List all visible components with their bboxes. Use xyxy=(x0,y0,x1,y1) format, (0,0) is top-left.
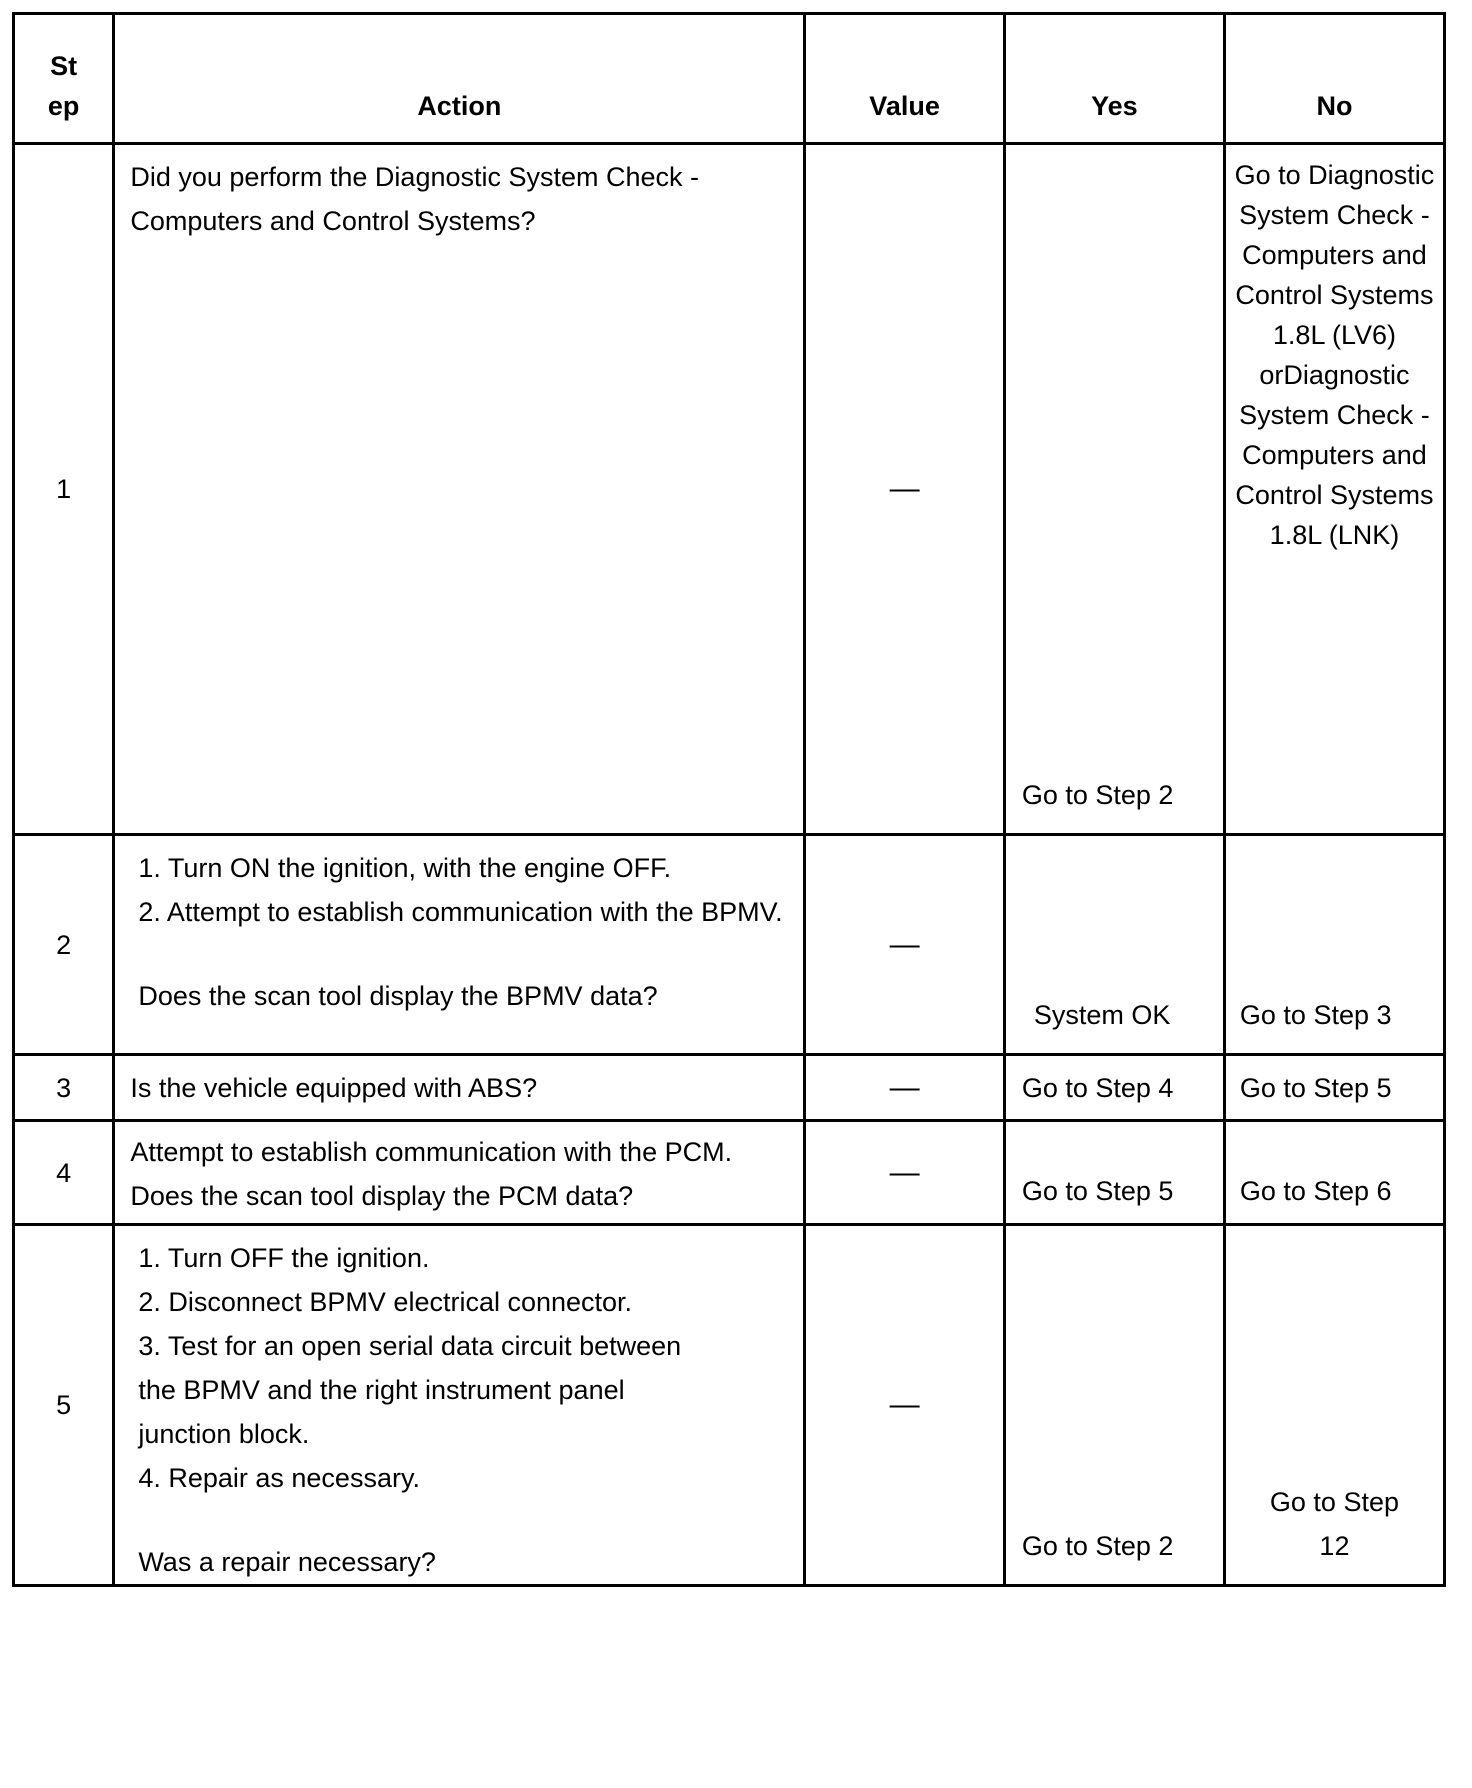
diagnostic-table xyxy=(12,12,1446,1587)
header-yes: Yes xyxy=(1004,14,1224,144)
header-no: No xyxy=(1224,14,1444,144)
action-text: Did you perform the Diagnostic System Check - Computers and Control Systems? xyxy=(130,162,700,236)
table-row xyxy=(14,835,1445,1055)
action-item: 3. Test for an open serial data circuit between the BPMV and the right instrument panel junction block. xyxy=(138,1331,682,1449)
action-cell xyxy=(114,1225,805,1586)
yes-cell: Go to Step 5 xyxy=(1004,1121,1224,1225)
step-number: 3 xyxy=(14,1055,114,1121)
action-cell xyxy=(114,835,805,1055)
header-value: Value xyxy=(805,14,1005,144)
no-cell: Go to Step 5 xyxy=(1224,1055,1444,1121)
header-action: Action xyxy=(114,14,805,144)
no-cell: Go to Step 3 xyxy=(1224,835,1444,1055)
action-cell xyxy=(114,144,805,835)
table-row xyxy=(14,1225,1445,1586)
yes-cell: Go to Step 2 xyxy=(1004,144,1224,835)
action-cell: Is the vehicle equipped with ABS? xyxy=(114,1055,805,1121)
yes-cell: Go to Step 4 xyxy=(1004,1055,1224,1121)
no-text: Go to Step 12 xyxy=(1269,1487,1399,1561)
value-cell: — xyxy=(805,1055,1005,1121)
table-row xyxy=(14,1055,1445,1121)
action-cell: Attempt to establish communication with the PCM. Does the scan tool display the PCM data? xyxy=(114,1121,805,1225)
step-number: 5 xyxy=(14,1225,114,1586)
no-cell xyxy=(1224,144,1444,835)
header-step: St ep xyxy=(14,14,114,144)
action-item: 1. Turn OFF the ignition. xyxy=(138,1243,430,1273)
yes-cell: Go to Step 2 xyxy=(1004,1225,1224,1586)
action-item: 1. Turn ON the ignition, with the engine OFF. xyxy=(138,853,672,883)
yes-cell: System OK xyxy=(1004,835,1224,1055)
step-number: 2 xyxy=(14,835,114,1055)
value-cell: — xyxy=(805,835,1005,1055)
action-question: Was a repair necessary? xyxy=(138,1547,436,1577)
no-cell xyxy=(1224,1225,1444,1586)
table-row xyxy=(14,144,1445,835)
step-number: 4 xyxy=(14,1121,114,1225)
header-row xyxy=(14,14,1445,144)
value-cell: — xyxy=(805,144,1005,835)
value-cell: — xyxy=(805,1225,1005,1586)
no-cell: Go to Step 6 xyxy=(1224,1121,1444,1225)
action-question: Does the scan tool display the BPMV data? xyxy=(138,981,658,1011)
value-cell: — xyxy=(805,1121,1005,1225)
action-item: 2. Attempt to establish communication with the BPMV. xyxy=(138,897,783,927)
step-number: 1 xyxy=(14,144,114,835)
action-item: 4. Repair as necessary. xyxy=(138,1463,420,1493)
action-item: 2. Disconnect BPMV electrical connector. xyxy=(138,1287,633,1317)
table-row xyxy=(14,1121,1445,1225)
no-text: Go to Diagnostic System Check - Computers and Control Systems 1.8L (LV6) orDiagnostic System Check - Computers and Control Systems 1.8L (LNK) xyxy=(1234,160,1435,550)
